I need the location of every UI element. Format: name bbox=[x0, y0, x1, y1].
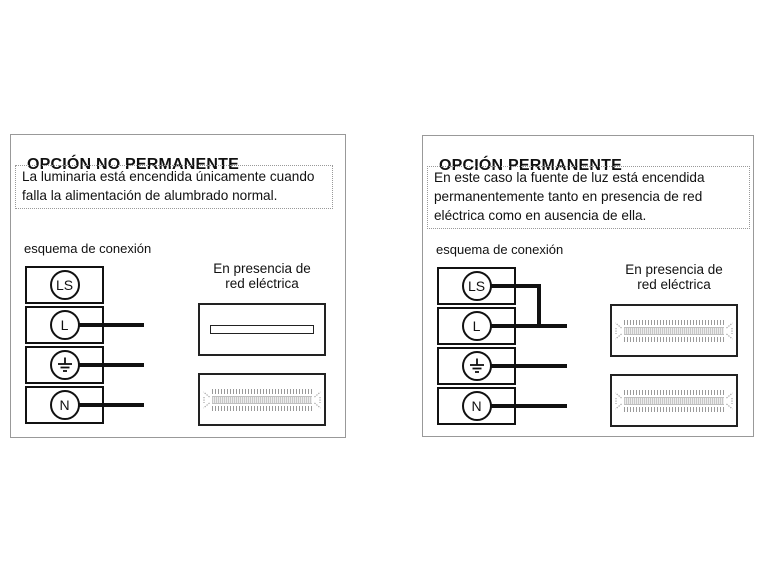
lamp-presence-label-line: red eléctrica bbox=[637, 277, 711, 292]
glow-icon bbox=[314, 389, 322, 411]
lamp-presence-label bbox=[197, 261, 327, 291]
fluorescent-tube-on-icon bbox=[614, 320, 734, 342]
lamp-box-top bbox=[198, 303, 326, 356]
wire-earth bbox=[489, 364, 567, 368]
tube-hatching bbox=[212, 389, 312, 411]
lamp-presence-label-line: red eléctrica bbox=[225, 276, 299, 291]
earth-icon bbox=[56, 356, 74, 374]
terminal-block bbox=[437, 267, 516, 427]
glow-icon bbox=[726, 320, 734, 342]
glow-icon bbox=[614, 320, 622, 342]
description-line: falla la alimentación de alumbrado normal. bbox=[22, 188, 278, 203]
wire-ls-vertical bbox=[537, 284, 541, 328]
tube-hatching bbox=[624, 390, 724, 412]
panel-title: OPCIÓN PERMANENTE bbox=[439, 157, 622, 175]
lamp-box-bottom bbox=[610, 374, 738, 427]
glow-icon bbox=[202, 389, 210, 411]
glow-icon bbox=[726, 390, 734, 412]
lamp-presence-label bbox=[609, 262, 739, 292]
terminal-block bbox=[25, 266, 104, 426]
lamp-presence-label-line: En presencia de bbox=[213, 261, 311, 276]
tube-hatching bbox=[624, 320, 724, 342]
terminal-circle-earth bbox=[50, 350, 80, 380]
lamp-box-top bbox=[610, 304, 738, 357]
description-line: La luminaria está encendida únicamente cuando bbox=[22, 169, 315, 184]
wire-earth bbox=[77, 363, 144, 367]
terminal-circle-ls: LS bbox=[462, 271, 492, 301]
terminal-circle-n: N bbox=[50, 390, 80, 420]
connection-schema-label: esquema de conexión bbox=[436, 242, 564, 257]
earth-icon bbox=[468, 357, 486, 375]
terminal-cell-ls bbox=[25, 266, 104, 304]
description-box bbox=[427, 166, 750, 229]
terminal-circle-l: L bbox=[462, 311, 492, 341]
fluorescent-tube-on-icon bbox=[202, 389, 322, 411]
description-line: eléctrica como en ausencia de ella. bbox=[434, 208, 647, 223]
option-panel-no-permanente bbox=[10, 134, 346, 438]
wire-n bbox=[489, 404, 567, 408]
terminal-circle-earth bbox=[462, 351, 492, 381]
fluorescent-tube-on-icon bbox=[614, 390, 734, 412]
panel-title: OPCIÓN NO PERMANENTE bbox=[27, 156, 240, 174]
terminal-circle-ls: LS bbox=[50, 270, 80, 300]
description-line: En este caso la fuente de luz está encendida bbox=[434, 170, 705, 185]
description-line: permanentemente tanto en presencia de red bbox=[434, 189, 703, 204]
lamp-box-bottom bbox=[198, 373, 326, 426]
wire-l bbox=[489, 324, 567, 328]
fluorescent-tube-off-icon bbox=[210, 325, 314, 334]
wire-l bbox=[77, 323, 144, 327]
terminal-circle-l: L bbox=[50, 310, 80, 340]
description-box bbox=[15, 165, 333, 209]
connection-schema-label: esquema de conexión bbox=[24, 241, 152, 256]
lamp-presence-label-line: En presencia de bbox=[625, 262, 723, 277]
option-panel-permanente bbox=[422, 135, 754, 437]
wire-ls bbox=[489, 284, 541, 288]
terminal-circle-n: N bbox=[462, 391, 492, 421]
wire-n bbox=[77, 403, 144, 407]
glow-icon bbox=[614, 390, 622, 412]
